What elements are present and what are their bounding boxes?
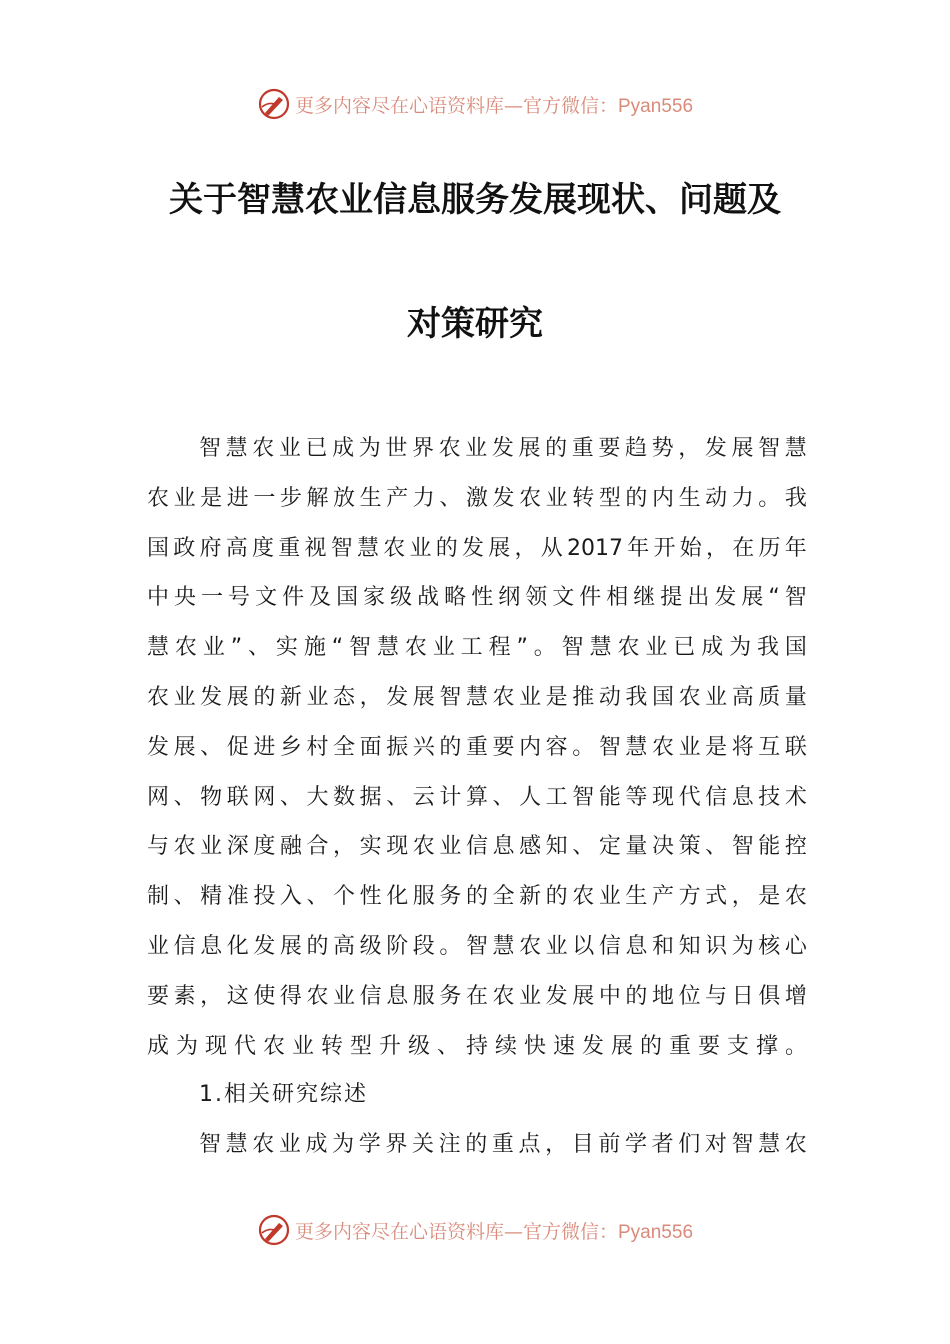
paragraph-line: 网 、 物 联 网 、 大 数 据 、 云 计 算 、 人 工 智 能 等 现 代 信 息 技 术 (147, 784, 807, 810)
paragraph-line: 国 政 府 高 度 重 视 智 慧 农 业 的 发 展 ， 从 2017 年 开 始 ， 在 历 年 (147, 535, 807, 561)
watermark-text: 更多内容尽在心语资料库—官方微信：Pyan556 (294, 1220, 694, 1243)
wechat-id: Pyan556 (618, 95, 694, 117)
pen-logo-icon (257, 87, 291, 121)
watermark-text: 更多内容尽在心语资料库—官方微信：Pyan556 (294, 94, 694, 117)
paragraph-line: 制 、 精 准 投 入 、 个 性 化 服 务 的 全 新 的 农 业 生 产 方 式 ， 是 农 (147, 884, 807, 910)
paragraph-line: 要 素 ， 这 使 得 农 业 信 息 服 务 在 农 业 发 展 中 的 地 位 与 日 俱 增 (147, 983, 807, 1009)
paragraph-line: 与 农 业 深 度 融 合 ， 实 现 农 业 信 息 感 知 、 定 量 决 策 、 智 能 控 (147, 834, 807, 860)
paragraph-line: 成为现代农业转型升级、持续快速发展的重要支撑。 (147, 1033, 815, 1059)
document-title-line-2: 对策研究 (407, 304, 543, 344)
footer-watermark (0, 1210, 950, 1250)
document-title-line-1: 关于智慧农业信息服务发展现状、问题及 (169, 180, 781, 220)
section-heading-1: 1.相关研究综述 (199, 1082, 368, 1107)
paragraph-line: 中 央 一 号 文 件 及 国 家 级 战 略 性 纲 领 文 件 相 继 提 出 发 展 “ 智 (147, 585, 807, 611)
paragraph-line: 农 业 是 进 一 步 解 放 生 产 力 、 激 发 农 业 转 型 的 内 生 动 力 。 我 (147, 485, 807, 511)
paragraph-line: 智 慧 农 业 已 成 为 世 界 农 业 发 展 的 重 要 趋 势 ， 发 展 智 慧 (199, 436, 807, 461)
paragraph-line: 农 业 发 展 的 新 业 态 ， 发 展 智 慧 农 业 是 推 动 我 国 农 业 高 质 量 (147, 685, 807, 710)
wechat-id: Pyan556 (618, 1221, 694, 1243)
paragraph-line: 慧 农 业 ” 、 实 施 “ 智 慧 农 业 工 程 ” 。 智 慧 农 业 已 成 为 我 国 (147, 635, 807, 661)
pen-logo-icon (257, 1213, 291, 1247)
paragraph-line: 业 信 息 化 发 展 的 高 级 阶 段 。 智 慧 农 业 以 信 息 和 知 识 为 核 心 (147, 934, 807, 959)
paragraph-line: 发 展 、 促 进 乡 村 全 面 振 兴 的 重 要 内 容 。 智 慧 农 业 是 将 互 联 (147, 734, 807, 760)
header-watermark (0, 84, 950, 124)
paragraph-line: 智 慧 农 业 成 为 学 界 关 注 的 重 点 ， 目 前 学 者 们 对 智 慧 农 (199, 1132, 807, 1157)
